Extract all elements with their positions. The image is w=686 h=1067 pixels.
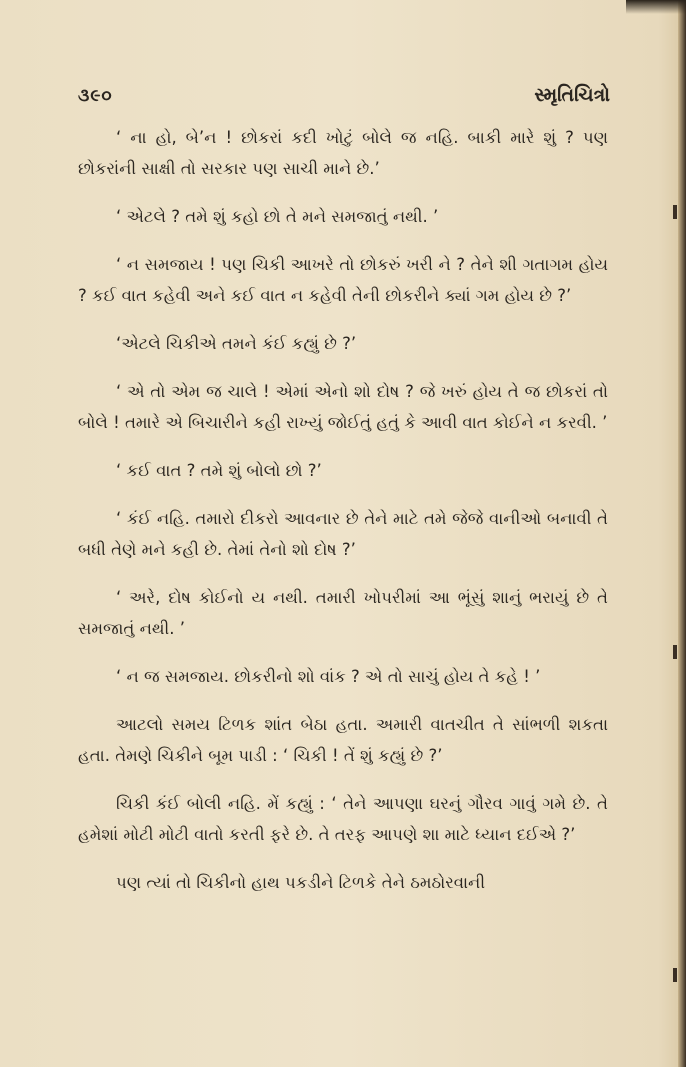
- paragraph: ‘ એટલે ? તમે શું કહો છો તે મને સમજાતું નથી. ’: [116, 207, 439, 226]
- margin-mark: [673, 968, 677, 982]
- body-text: [78, 122, 608, 915]
- paragraph: ‘ અરે, દોષ કોઈનો ય નથી. તમારી ખોપરીમાં આ ભૂંસું શાનું ભરાયું છે તે સમજાતું નથી. ’: [78, 588, 608, 638]
- paragraph: ‘ એ તો એમ જ ચાલે ! એમાં એનો શો દોષ ? જે ખરું હોય તે જ છોકરાં તો બોલે ! તમારે એ બિચારીને કહી રાખ્યું જોઈતું હતું કે આવી વાત કોઈને ન કરવી. ’: [78, 382, 608, 432]
- margin-mark: [673, 205, 677, 219]
- paragraph: ચિકી કંઈ બોલી નહિ. મેં કહ્યું : ‘ તેને આપણા ઘરનું ગૌરવ ગાવું ગમે છે. તે હમેશાં મોટી મોટી વાતો કરતી ફરે છે. તે તરફ આપણે શા માટે ધ્યાન દઈએ ?’: [78, 794, 608, 844]
- page-number: ૩૯૦: [78, 86, 113, 106]
- page-corner-shadow: [626, 0, 686, 14]
- paragraph: ‘ ન સમજાય ! પણ ચિકી આખરે તો છોકરું ખરી ને ? તેને શી ગતાગમ હોય ? કઈ વાત કહેવી અને કઈ વાત ન કહેવી તેની છોકરીને ક્યાં ગમ હોય છે ?’: [78, 255, 608, 305]
- paragraph: ‘ ના હો, બે’ન ! છોકરાં કદી ખોટું બોલે જ નહિ. બાકી મારે શું ? પણ છોકરાંની સાક્ષી તો સરકાર પણ સાચી માને છે.’: [78, 128, 608, 178]
- running-head: સ્મૃતિચિત્રો: [534, 84, 610, 106]
- margin-mark: [673, 645, 677, 659]
- paragraph: પણ ત્યાં તો ચિકીનો હાથ પકડીને ટિળકે તેને ઠમઠોરવાની: [116, 873, 486, 892]
- paragraph: આટલો સમય ટિળક શાંત બેઠા હતા. અમારી વાતચીત તે સાંભળી શકતા હતા. તેમણે ચિકીને બૂમ પાડી : ‘ ચિકી ! તેં શું કહ્યું છે ?’: [78, 715, 608, 765]
- page-spine-shadow: [678, 0, 686, 1067]
- paragraph: ‘એટલે ચિકીએ તમને કંઈ કહ્યું છે ?’: [116, 334, 357, 353]
- paragraph: ‘ કંઈ નહિ. તમારો દીકરો આવનાર છે તેને માટે તમે જેજે વાનીઓ બનાવી તે બધી તેણે મને કહી છે. તેમાં તેનો શો દોષ ?’: [78, 509, 608, 559]
- paragraph: ‘ ન જ સમજાય. છોકરીનો શો વાંક ? એ તો સાચું હોય તે કહે ! ’: [116, 667, 541, 686]
- paragraph: ‘ કઈ વાત ? તમે શું બોલો છો ?’: [116, 461, 322, 480]
